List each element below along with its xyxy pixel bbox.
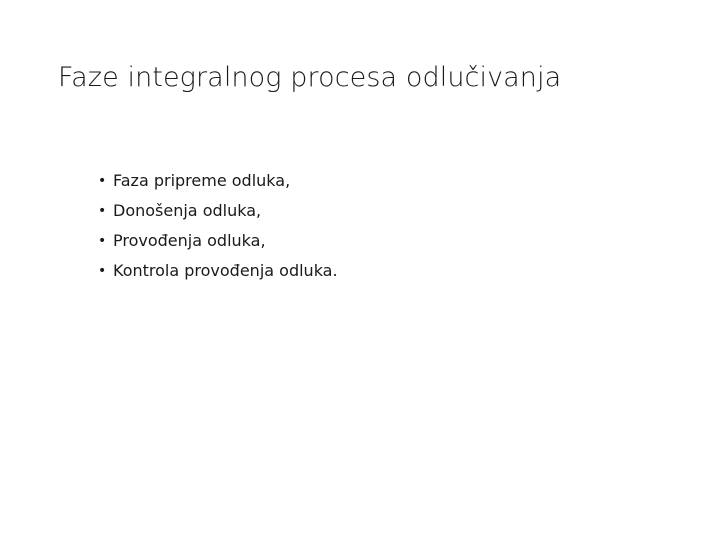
bullet-icon: • bbox=[98, 233, 107, 249]
bullet-icon: • bbox=[98, 173, 107, 189]
slide-title: Faze integralnog procesa odlučivanja bbox=[58, 62, 562, 93]
list-item bbox=[98, 256, 338, 286]
list-item-text: Faza pripreme odluka, bbox=[113, 171, 291, 190]
list-item bbox=[98, 226, 338, 256]
list-item-text: Provođenja odluka, bbox=[113, 231, 266, 250]
list-item bbox=[98, 166, 338, 196]
bullet-list bbox=[98, 166, 338, 286]
bullet-icon: • bbox=[98, 203, 107, 219]
list-item-text: Donošenja odluka, bbox=[113, 201, 262, 220]
list-item-text: Kontrola provođenja odluka. bbox=[113, 261, 338, 280]
list-item bbox=[98, 196, 338, 226]
bullet-icon: • bbox=[98, 263, 107, 279]
